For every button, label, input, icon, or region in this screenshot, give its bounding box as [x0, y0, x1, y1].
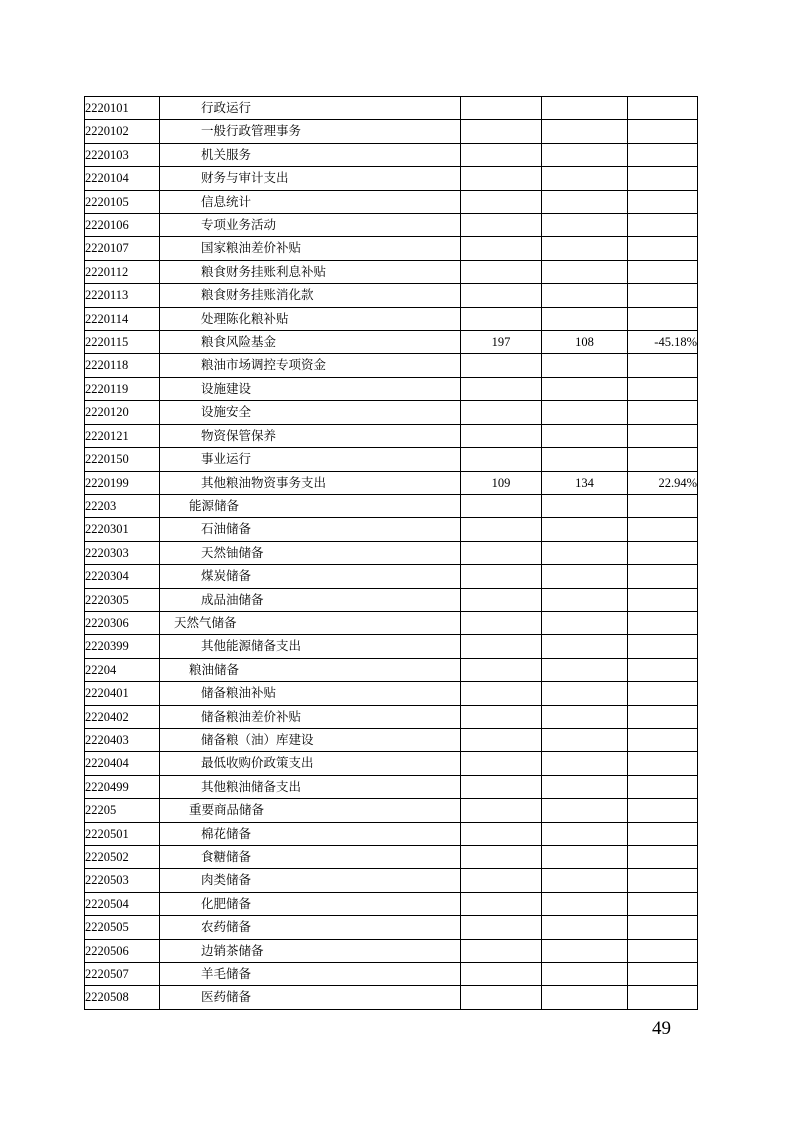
value-1-cell [461, 214, 542, 237]
item-code-cell: 2220507 [85, 963, 160, 986]
value-2-cell [542, 963, 628, 986]
item-name-cell: 成品油储备 [160, 588, 461, 611]
table-row [85, 284, 698, 307]
value-2-cell [542, 916, 628, 939]
item-name-cell: 边销茶储备 [160, 939, 461, 962]
value-2-cell [542, 658, 628, 681]
value-1-cell [461, 728, 542, 751]
item-name-cell: 粮食财务挂账消化款 [160, 284, 461, 307]
change-rate-cell [628, 986, 698, 1009]
item-code-cell: 2220301 [85, 518, 160, 541]
item-code-cell: 2220114 [85, 307, 160, 330]
item-code-cell: 2220306 [85, 611, 160, 634]
item-name-cell: 食糖储备 [160, 846, 461, 869]
table-row [85, 916, 698, 939]
table-row [85, 752, 698, 775]
item-name-cell: 储备粮（油）库建设 [160, 728, 461, 751]
table-row [85, 799, 698, 822]
value-1-cell: 109 [461, 471, 542, 494]
table-row [85, 986, 698, 1009]
item-name-cell: 粮油储备 [160, 658, 461, 681]
value-1-cell [461, 799, 542, 822]
change-rate-cell [628, 401, 698, 424]
item-name-cell: 设施建设 [160, 377, 461, 400]
value-1-cell [461, 260, 542, 283]
change-rate-cell: 22.94% [628, 471, 698, 494]
value-2-cell [542, 682, 628, 705]
value-2-cell: 134 [542, 471, 628, 494]
value-2-cell [542, 284, 628, 307]
value-1-cell [461, 682, 542, 705]
table-row [85, 401, 698, 424]
item-name-cell: 石油储备 [160, 518, 461, 541]
value-1-cell [461, 401, 542, 424]
item-name-cell: 化肥储备 [160, 892, 461, 915]
item-code-cell: 2220503 [85, 869, 160, 892]
value-1-cell [461, 892, 542, 915]
value-1-cell [461, 635, 542, 658]
value-1-cell [461, 611, 542, 634]
value-1-cell [461, 963, 542, 986]
table-row [85, 822, 698, 845]
value-2-cell [542, 822, 628, 845]
item-code-cell: 2220106 [85, 214, 160, 237]
value-2-cell [542, 565, 628, 588]
item-code-cell: 2220107 [85, 237, 160, 260]
table-row [85, 611, 698, 634]
table-row [85, 682, 698, 705]
item-name-cell: 羊毛储备 [160, 963, 461, 986]
value-1-cell [461, 448, 542, 471]
value-1-cell [461, 97, 542, 120]
item-code-cell: 2220105 [85, 190, 160, 213]
item-code-cell: 2220501 [85, 822, 160, 845]
item-name-cell: 一般行政管理事务 [160, 120, 461, 143]
value-1-cell [461, 822, 542, 845]
page-number: 49 [652, 1018, 671, 1039]
item-name-cell: 重要商品储备 [160, 799, 461, 822]
value-2-cell [542, 494, 628, 517]
item-code-cell: 2220101 [85, 97, 160, 120]
item-code-cell: 2220120 [85, 401, 160, 424]
item-code-cell: 22203 [85, 494, 160, 517]
change-rate-cell [628, 354, 698, 377]
table-row [85, 214, 698, 237]
value-2-cell: 108 [542, 331, 628, 354]
value-1-cell [461, 986, 542, 1009]
value-2-cell [542, 892, 628, 915]
item-name-cell: 农药储备 [160, 916, 461, 939]
table-row [85, 892, 698, 915]
value-2-cell [542, 120, 628, 143]
table-row [85, 705, 698, 728]
item-code-cell: 2220401 [85, 682, 160, 705]
item-name-cell: 储备粮油补贴 [160, 682, 461, 705]
value-1-cell [461, 775, 542, 798]
table-row [85, 494, 698, 517]
item-code-cell: 2220119 [85, 377, 160, 400]
change-rate-cell: -45.18% [628, 331, 698, 354]
value-1-cell [461, 846, 542, 869]
item-name-cell: 其他粮油物资事务支出 [160, 471, 461, 494]
table-row [85, 728, 698, 751]
value-2-cell [542, 869, 628, 892]
value-1-cell [461, 658, 542, 681]
value-1-cell [461, 494, 542, 517]
value-1-cell [461, 588, 542, 611]
value-1-cell [461, 143, 542, 166]
change-rate-cell [628, 939, 698, 962]
change-rate-cell [628, 658, 698, 681]
item-code-cell: 2220104 [85, 167, 160, 190]
change-rate-cell [628, 752, 698, 775]
item-name-cell: 处理陈化粮补贴 [160, 307, 461, 330]
item-code-cell: 2220102 [85, 120, 160, 143]
item-code-cell: 2220404 [85, 752, 160, 775]
item-name-cell: 物资保管保养 [160, 424, 461, 447]
change-rate-cell [628, 846, 698, 869]
item-code-cell: 2220113 [85, 284, 160, 307]
item-code-cell: 2220305 [85, 588, 160, 611]
table-row [85, 939, 698, 962]
change-rate-cell [628, 237, 698, 260]
table-row [85, 846, 698, 869]
value-2-cell [542, 237, 628, 260]
change-rate-cell [628, 97, 698, 120]
item-code-cell: 2220304 [85, 565, 160, 588]
item-code-cell: 2220402 [85, 705, 160, 728]
value-1-cell [461, 939, 542, 962]
item-name-cell: 最低收购价政策支出 [160, 752, 461, 775]
table-row [85, 331, 698, 354]
value-2-cell [542, 799, 628, 822]
item-name-cell: 粮油市场调控专项资金 [160, 354, 461, 377]
table-row [85, 260, 698, 283]
value-1-cell [461, 120, 542, 143]
table-row [85, 424, 698, 447]
change-rate-cell [628, 588, 698, 611]
table-row [85, 541, 698, 564]
item-name-cell: 天然气储备 [160, 611, 461, 634]
change-rate-cell [628, 611, 698, 634]
value-1-cell [461, 518, 542, 541]
item-code-cell: 2220121 [85, 424, 160, 447]
table-row [85, 448, 698, 471]
item-name-cell: 粮食风险基金 [160, 331, 461, 354]
item-code-cell: 2220118 [85, 354, 160, 377]
item-code-cell: 2220499 [85, 775, 160, 798]
change-rate-cell [628, 682, 698, 705]
value-2-cell [542, 97, 628, 120]
item-name-cell: 行政运行 [160, 97, 461, 120]
change-rate-cell [628, 424, 698, 447]
item-code-cell: 2220103 [85, 143, 160, 166]
value-2-cell [542, 541, 628, 564]
value-2-cell [542, 635, 628, 658]
table-row [85, 518, 698, 541]
change-rate-cell [628, 775, 698, 798]
item-name-cell: 医药储备 [160, 986, 461, 1009]
table-row [85, 190, 698, 213]
value-2-cell [542, 775, 628, 798]
change-rate-cell [628, 214, 698, 237]
value-2-cell [542, 752, 628, 775]
change-rate-cell [628, 307, 698, 330]
item-name-cell: 事业运行 [160, 448, 461, 471]
value-1-cell [461, 307, 542, 330]
change-rate-cell [628, 190, 698, 213]
item-name-cell: 财务与审计支出 [160, 167, 461, 190]
value-2-cell [542, 705, 628, 728]
change-rate-cell [628, 494, 698, 517]
table-row [85, 963, 698, 986]
change-rate-cell [628, 869, 698, 892]
change-rate-cell [628, 448, 698, 471]
value-2-cell [542, 611, 628, 634]
table-row [85, 97, 698, 120]
change-rate-cell [628, 167, 698, 190]
value-2-cell [542, 846, 628, 869]
value-1-cell: 197 [461, 331, 542, 354]
value-2-cell [542, 518, 628, 541]
value-1-cell [461, 869, 542, 892]
value-1-cell [461, 565, 542, 588]
change-rate-cell [628, 565, 698, 588]
value-1-cell [461, 354, 542, 377]
value-2-cell [542, 190, 628, 213]
table-row [85, 120, 698, 143]
item-name-cell: 肉类储备 [160, 869, 461, 892]
change-rate-cell [628, 892, 698, 915]
value-2-cell [542, 728, 628, 751]
item-name-cell: 其他粮油储备支出 [160, 775, 461, 798]
value-1-cell [461, 284, 542, 307]
value-2-cell [542, 260, 628, 283]
table-row [85, 775, 698, 798]
item-code-cell: 22204 [85, 658, 160, 681]
item-name-cell: 专项业务活动 [160, 214, 461, 237]
item-name-cell: 信息统计 [160, 190, 461, 213]
change-rate-cell [628, 705, 698, 728]
change-rate-cell [628, 377, 698, 400]
item-code-cell: 22205 [85, 799, 160, 822]
value-1-cell [461, 167, 542, 190]
item-name-cell: 国家粮油差价补贴 [160, 237, 461, 260]
item-code-cell: 2220303 [85, 541, 160, 564]
value-2-cell [542, 401, 628, 424]
change-rate-cell [628, 518, 698, 541]
item-code-cell: 2220399 [85, 635, 160, 658]
table-row [85, 167, 698, 190]
value-2-cell [542, 167, 628, 190]
value-1-cell [461, 916, 542, 939]
change-rate-cell [628, 963, 698, 986]
item-code-cell: 2220403 [85, 728, 160, 751]
value-2-cell [542, 377, 628, 400]
value-1-cell [461, 377, 542, 400]
table-row [85, 658, 698, 681]
table-row [85, 588, 698, 611]
table-row [85, 143, 698, 166]
item-name-cell: 能源储备 [160, 494, 461, 517]
value-1-cell [461, 424, 542, 447]
value-1-cell [461, 190, 542, 213]
value-2-cell [542, 939, 628, 962]
value-2-cell [542, 214, 628, 237]
change-rate-cell [628, 284, 698, 307]
value-1-cell [461, 541, 542, 564]
value-1-cell [461, 752, 542, 775]
item-code-cell: 2220504 [85, 892, 160, 915]
item-code-cell: 2220115 [85, 331, 160, 354]
change-rate-cell [628, 822, 698, 845]
table-row [85, 307, 698, 330]
change-rate-cell [628, 120, 698, 143]
change-rate-cell [628, 635, 698, 658]
item-code-cell: 2220112 [85, 260, 160, 283]
budget-table-body [85, 97, 698, 1010]
item-code-cell: 2220505 [85, 916, 160, 939]
item-name-cell: 粮食财务挂账利息补贴 [160, 260, 461, 283]
item-name-cell: 机关服务 [160, 143, 461, 166]
change-rate-cell [628, 541, 698, 564]
table-row [85, 237, 698, 260]
table-row [85, 354, 698, 377]
table-row [85, 565, 698, 588]
item-code-cell: 2220502 [85, 846, 160, 869]
item-name-cell: 棉花储备 [160, 822, 461, 845]
table-row [85, 635, 698, 658]
change-rate-cell [628, 799, 698, 822]
item-code-cell: 2220506 [85, 939, 160, 962]
item-name-cell: 煤炭储备 [160, 565, 461, 588]
table-row [85, 377, 698, 400]
value-2-cell [542, 588, 628, 611]
value-2-cell [542, 986, 628, 1009]
value-2-cell [542, 354, 628, 377]
value-1-cell [461, 705, 542, 728]
change-rate-cell [628, 728, 698, 751]
value-2-cell [542, 143, 628, 166]
value-2-cell [542, 307, 628, 330]
item-code-cell: 2220199 [85, 471, 160, 494]
item-code-cell: 2220150 [85, 448, 160, 471]
item-name-cell: 设施安全 [160, 401, 461, 424]
item-name-cell: 储备粮油差价补贴 [160, 705, 461, 728]
item-code-cell: 2220508 [85, 986, 160, 1009]
change-rate-cell [628, 916, 698, 939]
value-2-cell [542, 424, 628, 447]
value-2-cell [542, 448, 628, 471]
item-name-cell: 天然铀储备 [160, 541, 461, 564]
budget-table [84, 96, 698, 1010]
change-rate-cell [628, 143, 698, 166]
value-1-cell [461, 237, 542, 260]
change-rate-cell [628, 260, 698, 283]
table-row [85, 471, 698, 494]
item-name-cell: 其他能源储备支出 [160, 635, 461, 658]
table-row [85, 869, 698, 892]
